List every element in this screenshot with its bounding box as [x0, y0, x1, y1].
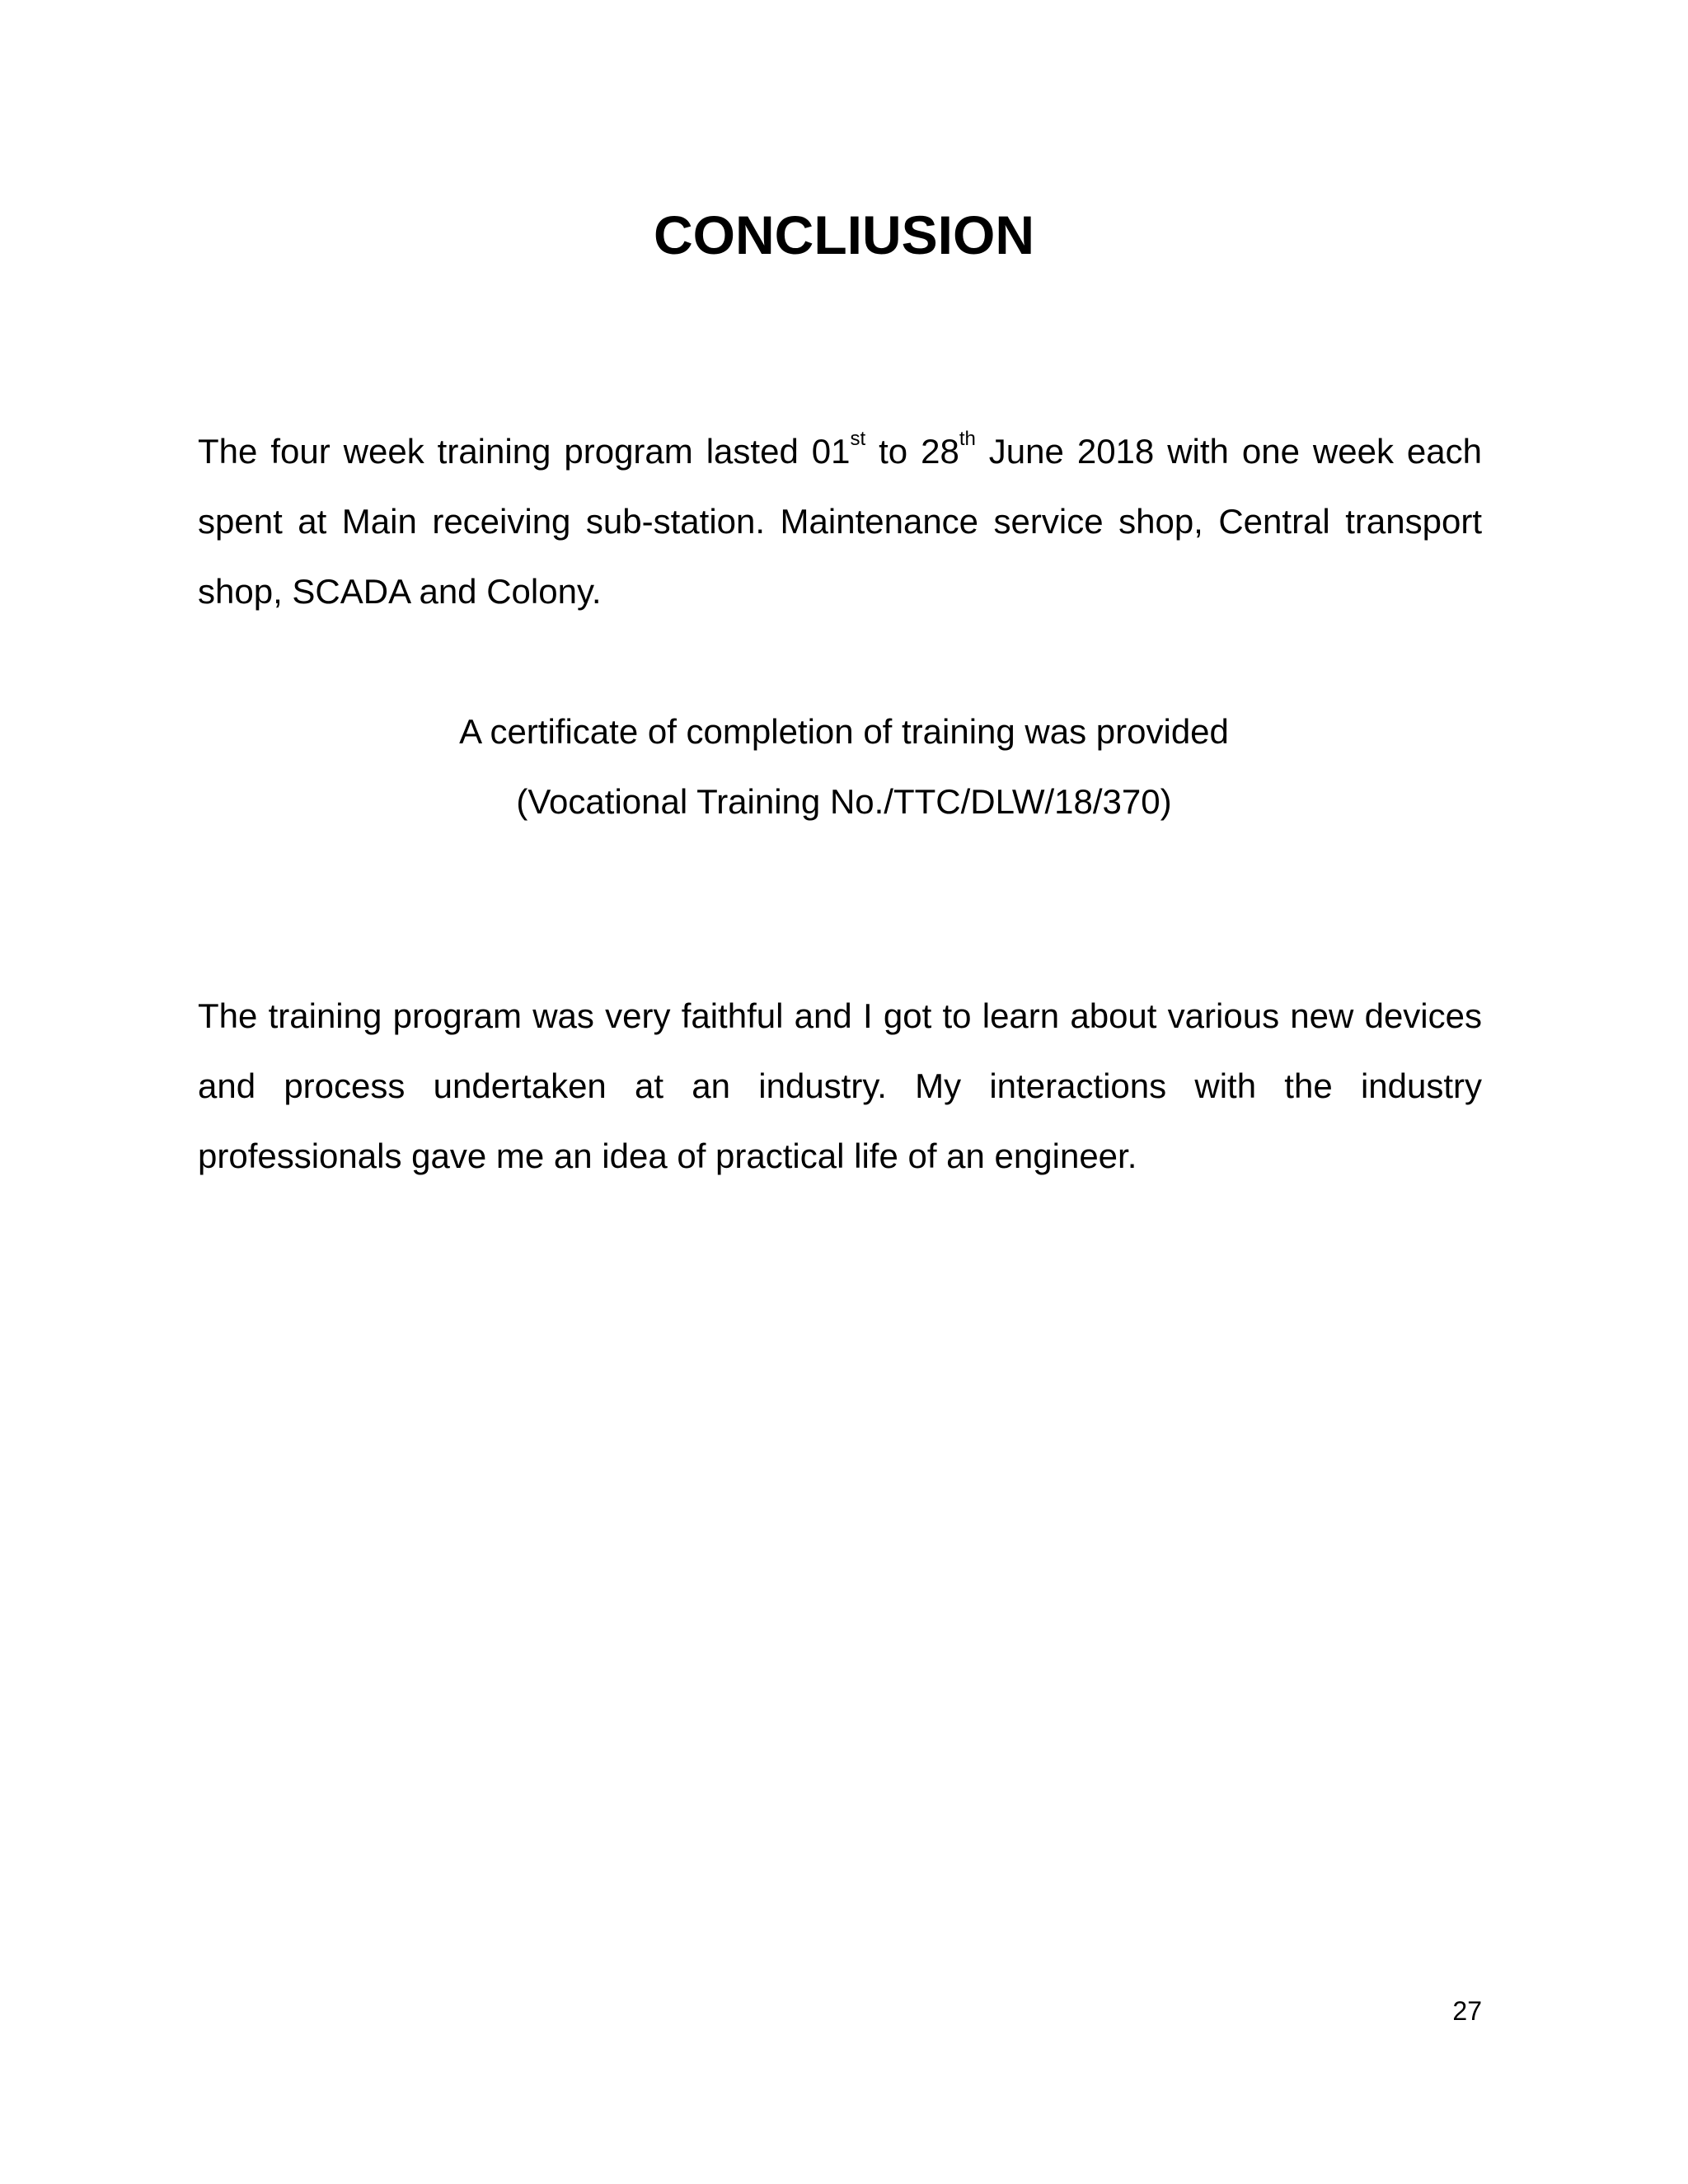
certificate-number-line: (Vocational Training No./TTC/DLW/18/370) — [516, 782, 1172, 821]
paragraph-text-a: The four week training program lasted 01 — [198, 432, 851, 471]
page-number: 27 — [1452, 1996, 1482, 2026]
certificate-line: A certificate of completion of training was provided — [459, 712, 1229, 751]
paragraph-training-reflection: The training program was very faithful and I got to learn about various new devices and process undertaken at an industry. My interactions with the industry professionals gave me an idea of practical life of an engineer. — [198, 996, 1482, 1175]
page-title: CONCLIUSION — [654, 204, 1034, 265]
superscript-th: th — [959, 428, 976, 450]
paragraph-text-b: to 28 — [865, 432, 959, 471]
paragraph-training-summary — [198, 416, 1482, 626]
certificate-note — [0, 696, 1688, 837]
superscript-st: st — [850, 428, 866, 450]
paragraph-text-c: June 2018 with one week each spent at Main receiving sub-station. Maintenance service shop, Central transport shop, SCADA and Colony. — [198, 432, 1482, 611]
